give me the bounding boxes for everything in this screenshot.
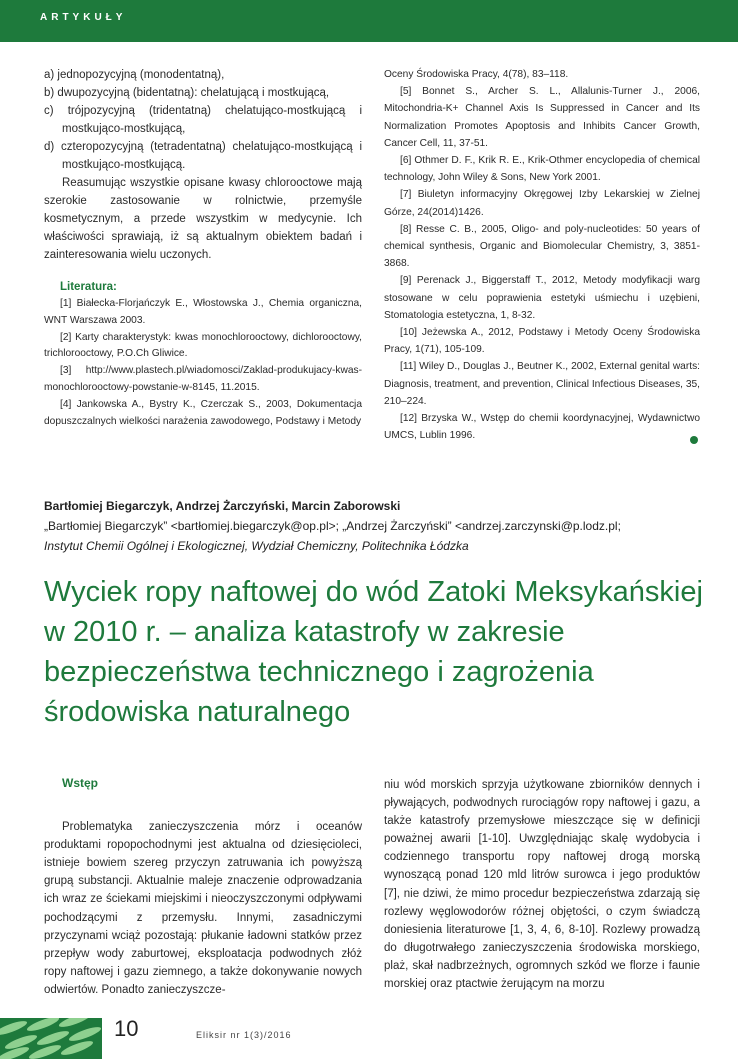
list-item: c) trójpozycyjną (tridentatną) chelatująco-mostkującą i mostkująco-mostkującą, [44, 105, 362, 135]
author-affiliation: Instytut Chemii Ogólnej i Ekologicznej, Wydział Chemiczny, Politechnika Łódzka [44, 539, 469, 553]
article-end-marker [690, 436, 698, 444]
reference-item: [6] Othmer D. F., Krik R. E., Krik-Othmer encyclopedia of chemical technology, John Wiley & Sons, New York 2001. [384, 155, 700, 184]
body-paragraph: Problematyka zanieczyszczenia mórz i oceanów produktami ropopochodnymi jest aktualna od dziesięcioleci, istnieje bowiem szereg przyczyn zatruwania ich powyższą grupą substancji. Aktualnie maleje znaczenie odprowadzania ich wraz ze ściekami miejskimi i nieoczyszczonymi odpływami pochodzącymi z przemysłu. Innymi, zasadniczymi przyczynami wciąż pozostają: płukanie ładowni statków przez przepływ wody zaburtowej, eksploatacja podwodnych złóż ropy naftowej i gazu ziemnego, a także dokonywanie nowych odwiertów. Ponadto zanieczyszcze- [44, 821, 362, 996]
author-names: Bartłomiej Biegarczyk, Andrzej Żarczyński, Marcin Zaborowski [44, 499, 401, 513]
author-emails: „Bartłomiej Biegarczyk” <bartłomiej.biegarczyk@op.pl>; „Andrzej Żarczyński” <andrzej.zarczynski@p.lodz.pl; [44, 519, 621, 533]
reference-item: [12] Brzyska W., Wstęp do chemii koordynacyjnej, Wydawnictwo UMCS, Lublin 1996. [384, 413, 700, 442]
left-column-body [44, 774, 362, 999]
footer-decoration [0, 1018, 102, 1059]
list-item: b) dwupozycyjną (bidentatną): chelatującą i mostkującą, [44, 87, 330, 99]
reference-item: [4] Jankowska A., Bystry K., Czerczak S., 2003, Dokumentacja dopuszczalnych wielkości narażenia zawodowego, Podstawy i Metody [44, 398, 362, 427]
reference-continuation: Oceny Środowiska Pracy, 4(78), 83–118. [384, 69, 569, 80]
article-title: Wyciek ropy naftowej do wód Zatoki Meksykańskiej w 2010 r. – analiza katastrofy w zakresie bezpieczeństwa technicznego i zagrożenia środowiska naturalnego [44, 576, 703, 728]
list-item: a) jednopozycyjną (monodentatną), [44, 69, 225, 81]
section-label: ARTYKUŁY [40, 12, 127, 23]
journal-name: Eliksir nr 1(3)/2016 [196, 1030, 292, 1040]
reference-item: [7] Biuletyn informacyjny Okręgowej Izby Lekarskiej w Zielnej Górze, 24(2014)1426. [384, 189, 700, 218]
list-item: d) czteropozycyjną (tetradentatną) chelatująco-mostkującą i mostkująco-mostkującą. [44, 141, 362, 171]
reference-item: [11] Wiley D., Douglas J., Beutner K., 2002, External genital warts: Diagnosis, treatment, and prevention, Clinical Infectious Diseases, 35, 210–224. [384, 361, 700, 407]
page-number: 10 [114, 1016, 139, 1041]
summary-paragraph: Reasumując wszystkie opisane kwasy chlorooctowe mają szerokie zastosowanie w rolnictwie, przemyśle kosmetycznym, a przede wszystkim w medycynie. Ich właściwości sprawiają, iż są aktualnym obiektem badań i zainteresowania wielu uczonych. [44, 177, 362, 261]
reference-item: [3] http://www.plastech.pl/wiadomosci/Zaklad-produkujacy-kwas-monochlorooctowy-powstanie-w-8145, 11.2015. [44, 365, 362, 393]
reference-item: [8] Resse C. B., 2005, Oligo- and poly-nucleotides: 50 years of chemical synthesis, Organic and Biomolecular Chemistry, 3, 3851-3868. [384, 223, 700, 270]
reference-item: [2] Karty charakterystyk: kwas monochlorooctowy, dichlorooctowy, trichlorooctowy, P.O.Ch Gliwice. [44, 331, 362, 360]
right-column-body [384, 776, 700, 993]
left-column-top [44, 66, 362, 430]
reference-item: [5] Bonnet S., Archer S. L., Allalunis-Turner J., 2006, Mitochondria-K+ Channel Axis Is Suppressed in Cancer and Its Normalization Promotes Apoptosis and Inhibits Cancer Growth, Cancer Cell, 11, 37-51. [384, 86, 700, 149]
body-paragraph: niu wód morskich sprzyja użytkowane zbiorników dennych i pływających, podwodnych rurociągów ropy naftowej i gazu, a także katastrofy przemysłowe mieszczące się w definicji poważnej awarii [1-10]. Uwzględniając skalę wydobycia i codziennego transportu ropy naftowej drogą morską wynoszącą ponad 120 mld litrów surowca i jego produktów [7], nie dziwi, że mimo procedur bezpieczeństwa zdarzają się rozlewy węglowodorów różnej objętości, o czym świadczą doniesienia literaturowe [1, 3, 4, 6, 8-10]. Rozlewy prowadzą do długotrwałego zanieczyszczenia środowiska morskiego, plaż, skał nadbrzeżnych, ogromnych szkód we florze i faunie morskiej oraz ptactwie żerującym na morzu [384, 779, 700, 991]
author-block [44, 496, 704, 556]
reference-item: [1] Białecka-Florjańczyk E., Włostowska J., Chemia organiczna, WNT Warszawa 2003. [44, 298, 362, 326]
reference-item: [10] Jeżewska A., 2012, Podstawy i Metody Oceny Środowiska Pracy, 1(71), 105-109. [384, 327, 700, 356]
section-heading: Wstęp [62, 776, 98, 790]
right-column-top [384, 66, 700, 444]
references-heading: Literatura: [60, 281, 117, 293]
section-header-bar [0, 0, 738, 42]
reference-item: [9] Perenack J., Biggerstaff T., 2012, Metody modyfikacji warg stosowane w celu poprawienia estetyki uśmiechu i uzębieni, Stomatologia estetyczna, 1, 8-32. [384, 275, 700, 321]
